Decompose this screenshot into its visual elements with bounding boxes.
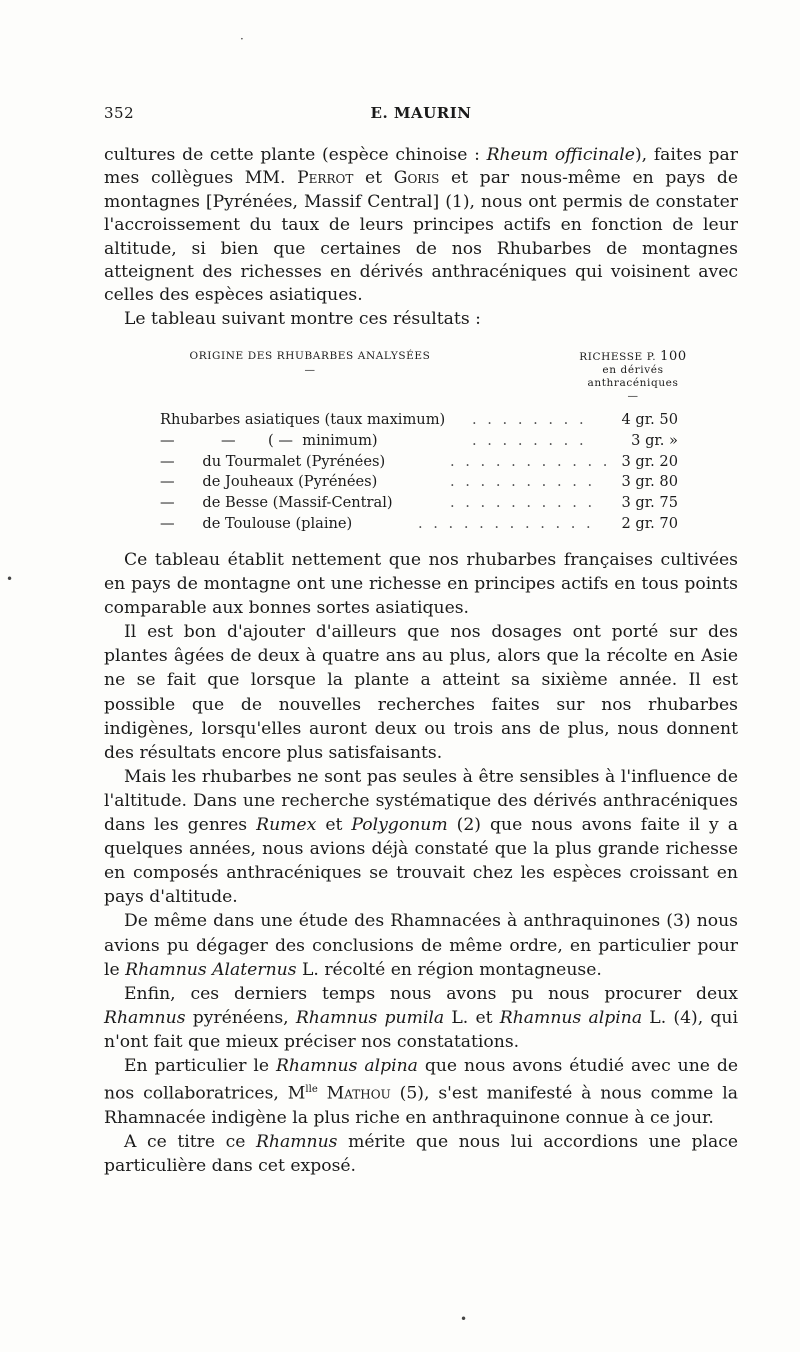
row-origin: Rhubarbes asiatiques (taux maximum) — [160, 411, 446, 428]
row-value: 3 gr. 80 — [621, 473, 678, 491]
paragraph-intro: cultures de cette plante (espèce chinoise : Rheum officinale), faites par mes collègues MM. Perrot et Goris et par nous-même en pays de montagnes [Pyrénées, Massif Central] (1), nous ont permis de constater l'accroissement du taux de leurs principes actifs en fonction de leur altitude, si bien que certaines de nos Rhubarbes de montagnes atteignent des richesses en dérivés anthracéniques qui voisinent avec celles des espèces asiatiques. — [104, 145, 738, 306]
row-leader: . . . . . . . . . . . . — [418, 514, 594, 532]
paragraph: Mais les rhubarbes ne sont pas seules à être sensibles à l'influence de l'altitude. Dans une recherche systématique des dérivés anthracéniques dans les genres Rumex et Polygonum (2) que nous avons faite il y a quelques années, nous avions déjà constaté que la plus grande richesse en composés anthracéniques se trouvait chez les espèces croissant en pays d'altitude. — [104, 766, 738, 908]
column-header-origin: ORIGINE DES RHUBARBES ANALYSÉES — — [189, 350, 431, 376]
table-header — [160, 350, 708, 406]
author-name: Goris — [393, 168, 440, 189]
paragraph: Enfin, ces derniers temps nous avons pu nous procurer deux Rhamnus pyrénéens, Rhamnus pumila L. et Rhamnus alpina L. (4), qui n'ont fait que mieux préciser nos constatations. — [104, 983, 738, 1052]
row-value: 2 gr. 70 — [621, 514, 678, 532]
row-leader: . . . . . . . . . . — [450, 473, 596, 491]
row-origin: — — ( — minimum) — [160, 431, 378, 449]
page-number: 352 — [104, 104, 135, 122]
body-text — [104, 548, 738, 1178]
paragraph: Ce tableau établit nettement que nos rhubarbes françaises cultivées en pays de montagne ont une richesse en principes actifs en tous points comparable aux bonnes sortes asiatiques. — [104, 550, 738, 619]
table-body — [160, 410, 708, 535]
running-author: E. MAURIN — [370, 104, 472, 122]
table-row — [160, 493, 708, 514]
row-leader: . . . . . . . . — [472, 411, 587, 428]
row-value: 4 gr. 50 — [621, 411, 678, 428]
row-value: 3 gr. 75 — [621, 494, 678, 512]
row-leader: . . . . . . . . — [472, 431, 587, 449]
row-leader: . . . . . . . . . . . — [450, 452, 611, 470]
results-table — [160, 349, 708, 532]
table-row — [160, 452, 708, 473]
running-header — [104, 104, 738, 128]
row-value: 3 gr. » — [631, 431, 678, 449]
paragraph: Il est bon d'ajouter d'ailleurs que nos dosages ont porté sur des plantes âgées de deux à quatre ans au plus, alors que la récolte en Asie ne se fait que lorsque la plante a atteint sa sixième année. Il est possible que de nouvelles recherches faites sur nos rhubarbes indigènes, lorsqu'elles auront deux ou trois ans de plus, nous donnent des résultats encore plus satisfaisants. — [104, 622, 738, 763]
paragraph: A ce titre ce Rhamnus mérite que nous lui accordions une place particulière dans cet exposé. — [104, 1131, 738, 1177]
paragraph: De même dans une étude des Rhamnacées à anthraquinones (3) nous avions pu dégager des conclusions de même ordre, en particulier pour le Rhamnus Alaternus L. récolté en région montagneuse. — [104, 911, 738, 980]
scan-speck: · — [240, 32, 244, 46]
paragraph: En particulier le Rhamnus alpina que nous avons étudié avec une de nos collaboratrices, $M^{lle}$ Mathou (5), s'est manifesté à nous comme la Rhamnacée indigène la plus riche en anthraquinone connue à ce jour. — [104, 1055, 739, 1128]
row-origin: — de Jouheaux (Pyrénées) — [160, 473, 378, 491]
scan-speck: • — [460, 1312, 468, 1326]
intro-text — [104, 144, 738, 331]
column-header-richness: RICHESSE P. 100 en dérivés anthracéniques — — [579, 349, 687, 402]
table-row — [160, 472, 708, 493]
paragraph-table-intro: Le tableau suivant montre ces résultats : — [124, 308, 481, 329]
table-row — [160, 410, 708, 431]
row-origin: — du Tourmalet (Pyrénées) — [160, 452, 386, 470]
table-row — [160, 514, 708, 535]
row-origin: — de Toulouse (plaine) — [160, 514, 353, 532]
row-value: 3 gr. 20 — [621, 452, 678, 470]
row-leader: . . . . . . . . . . — [450, 494, 596, 512]
author-name: Mathou — [326, 1083, 391, 1104]
table-row — [160, 431, 708, 452]
author-name: Perrot — [297, 168, 354, 189]
row-origin: — de Besse (Massif-Central) — [160, 494, 393, 512]
scan-speck: • — [6, 572, 14, 586]
